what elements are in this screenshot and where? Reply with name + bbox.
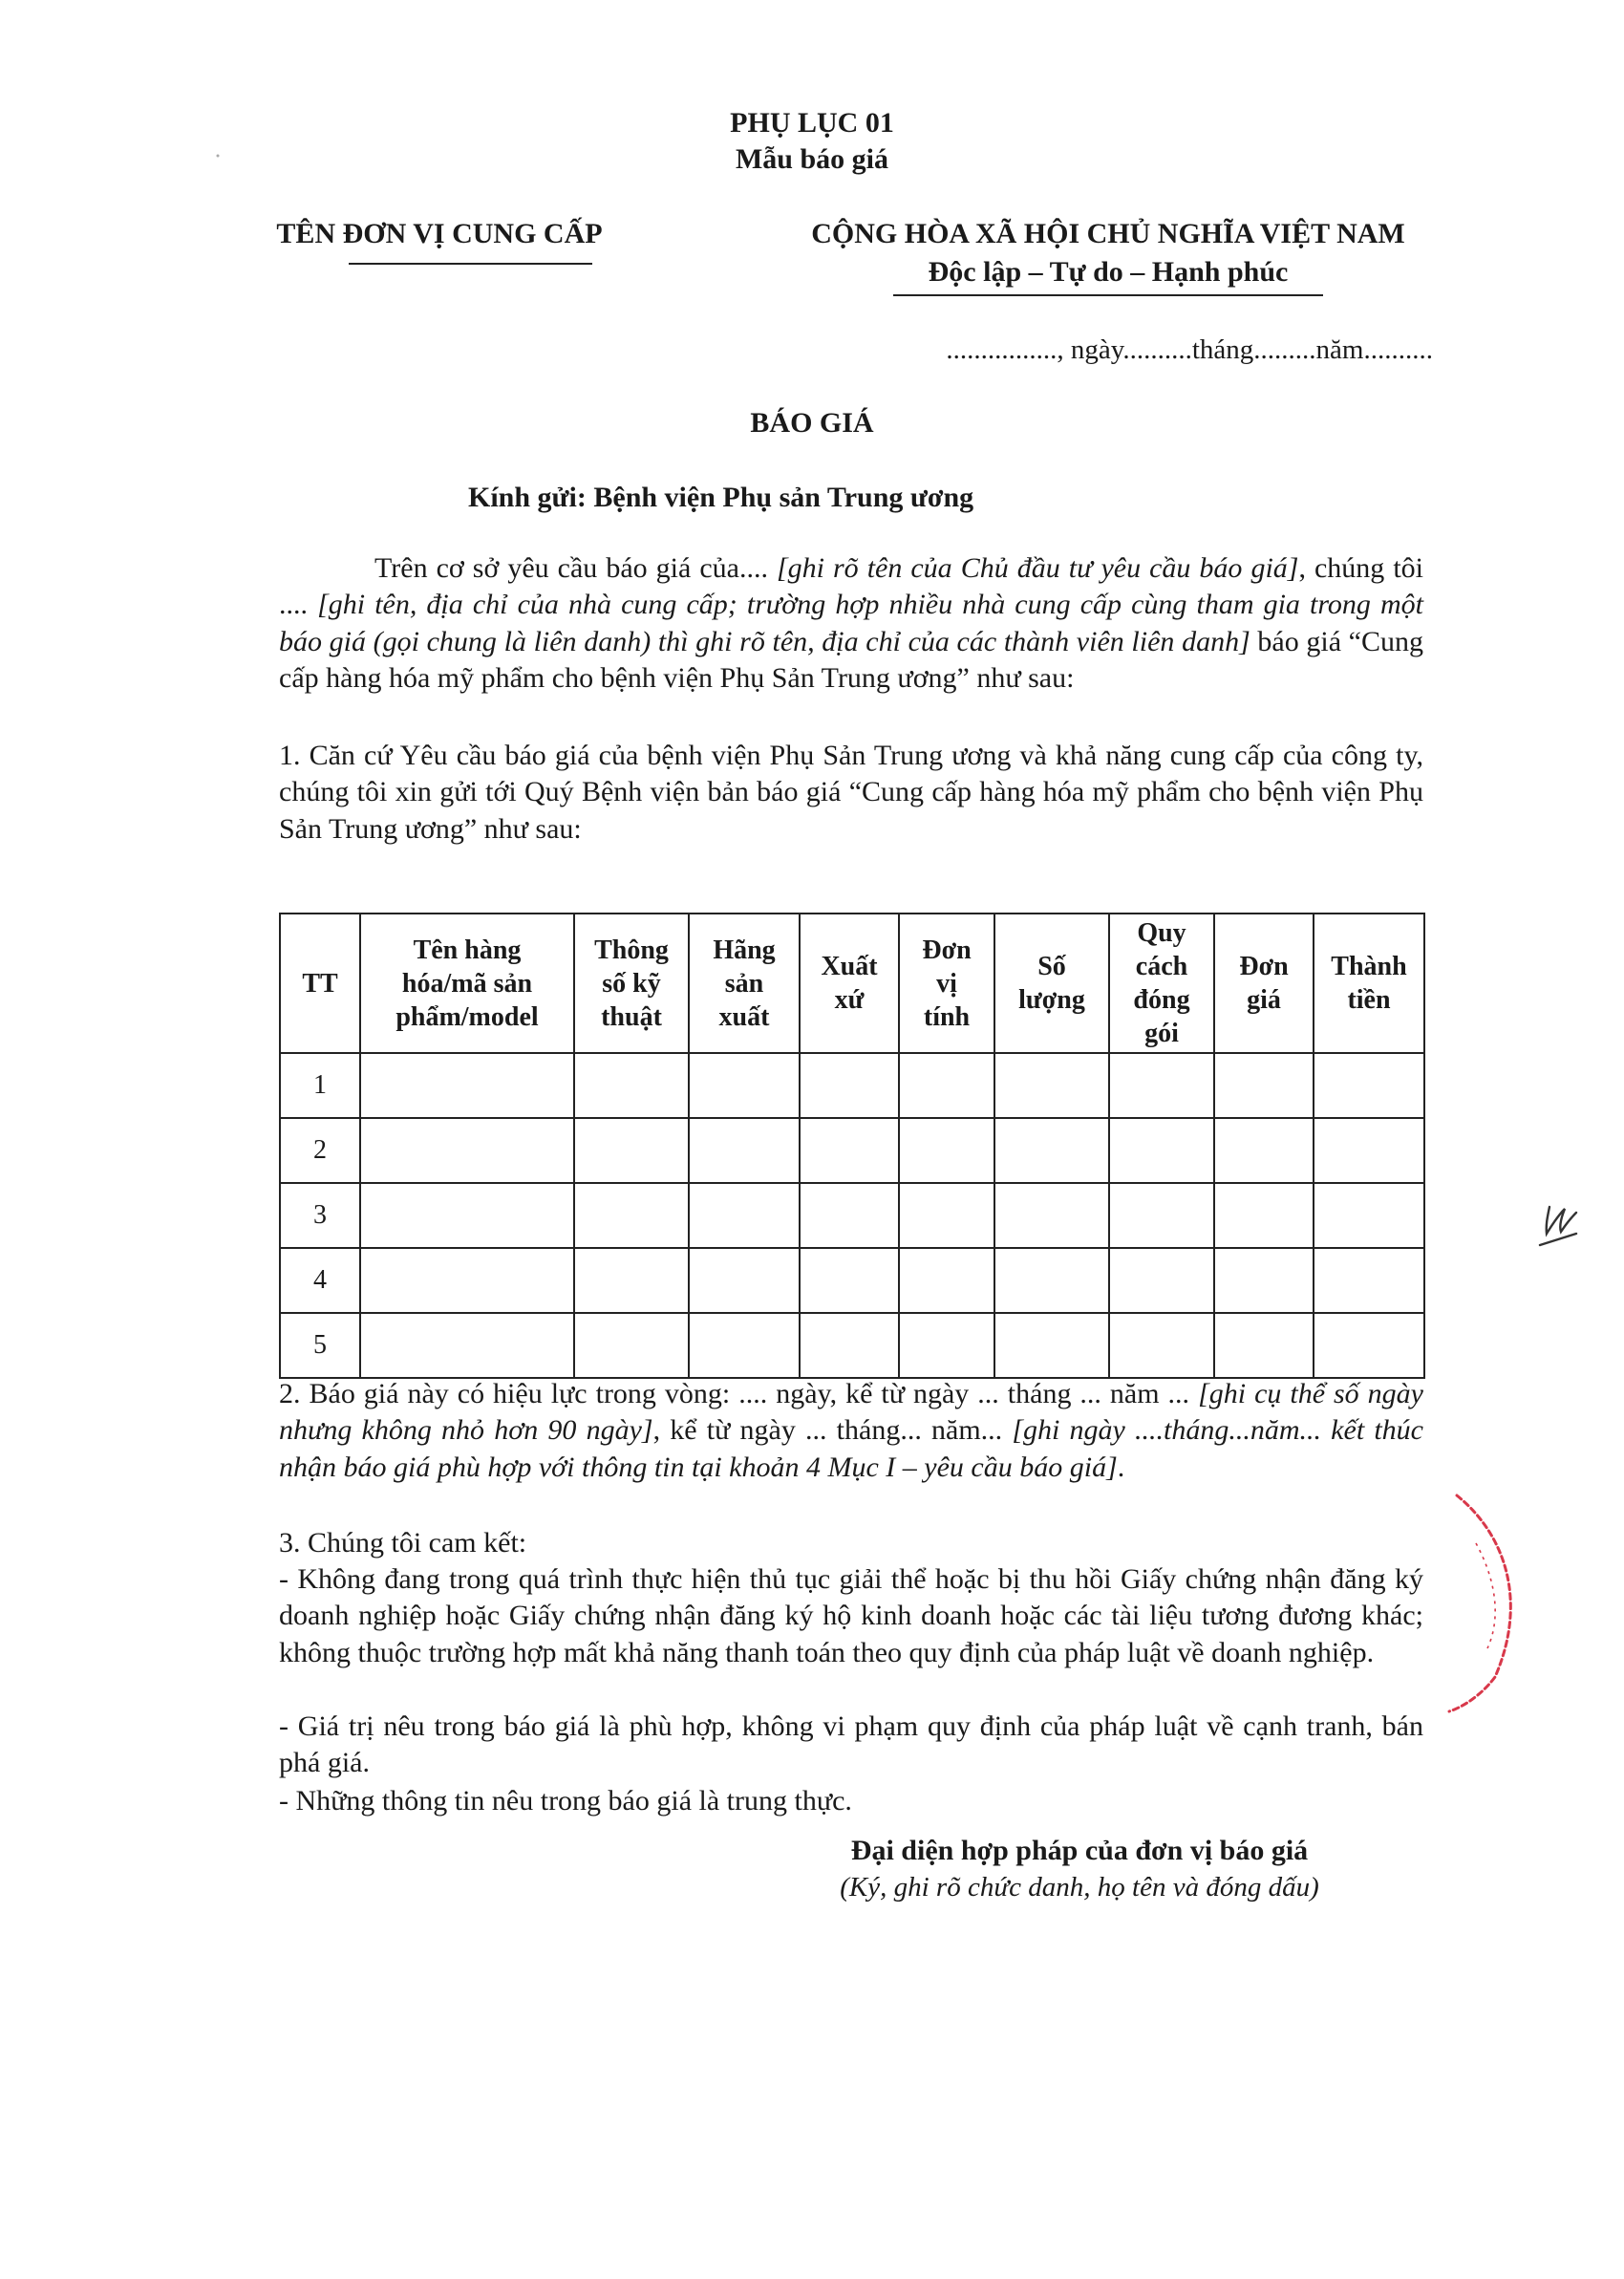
clause2-instruction-2: [ghi ngày ....tháng...năm... kết thúc nhận báo giá phù hợp với thông tin tại khoản 4 Mục I – yêu cầu báo giá] bbox=[279, 1414, 1423, 1483]
table-header-row bbox=[280, 914, 1424, 1053]
supplier-underline bbox=[349, 263, 592, 265]
row-number: 2 bbox=[280, 1118, 360, 1183]
clause-1: 1. Căn cứ Yêu cầu báo giá của bệnh viện Phụ Sản Trung ương và khả năng cung cấp của công ty, chúng tôi xin gửi tới Quý Bệnh viện bản báo giá “Cung cấp hàng hóa mỹ phẩm cho bệnh viện Phụ Sản Trung ương” như sau: bbox=[279, 740, 1423, 845]
motto-underline bbox=[893, 294, 1323, 296]
row-number: 4 bbox=[280, 1248, 360, 1313]
clause2-text-3: . bbox=[1117, 1451, 1125, 1483]
document-title: BÁO GIÁ bbox=[750, 407, 874, 439]
commitment-1: - Không đang trong quá trình thực hiện thủ tục giải thể hoặc bị thu hồi Giấy chứng nhận đăng ký doanh nghiệp hoặc Giấy chứng nhận đăng ký hộ kinh doanh hoặc các tài liệu tương đương khác; không thuộc trường hợp mất khả năng thanh toán theo quy định của pháp luật về doanh nghiệp. bbox=[279, 1563, 1423, 1668]
scan-speck-icon bbox=[215, 153, 221, 159]
table-row bbox=[280, 1118, 1424, 1183]
header-tt: TT bbox=[280, 914, 360, 1053]
commitment-2: - Giá trị nêu trong báo giá là phù hợp, không vi phạm quy định của pháp luật về cạnh tranh, bán phá giá. bbox=[279, 1710, 1423, 1779]
intro-text-3: báo giá “Cung cấp hàng hóa mỹ phẩm cho bệnh viện Phụ Sản Trung ương” như sau: bbox=[279, 625, 1423, 695]
header-unit-price: Đơn giá bbox=[1214, 914, 1314, 1053]
header-manufacturer: Hãng sản xuất bbox=[689, 914, 800, 1053]
recipient-line: Kính gửi: Bệnh viện Phụ sản Trung ương bbox=[468, 482, 974, 513]
header-packaging: Quy cách đóng gói bbox=[1109, 914, 1214, 1053]
representative-title: Đại diện hợp pháp của đơn vị báo giá bbox=[850, 1835, 1309, 1866]
header-product-name: Tên hàng hóa/mã sản phẩm/model bbox=[360, 914, 574, 1053]
clause2-text-2: , kể từ ngày ... tháng... năm... bbox=[652, 1414, 1013, 1447]
quote-table bbox=[279, 913, 1425, 1379]
intro-paragraph bbox=[279, 550, 1423, 698]
header-unit: Đơn vị tính bbox=[899, 914, 994, 1053]
nation-name: CỘNG HÒA XÃ HỘI CHỦ NGHĨA VIỆT NAM bbox=[811, 218, 1405, 249]
table-row bbox=[280, 1183, 1424, 1248]
appendix-subtitle: Mẫu báo giá bbox=[735, 143, 889, 175]
clause2-instruction-1: [ghi cụ thể số ngày nhưng không nhỏ hơn 90 ngày] bbox=[279, 1378, 1423, 1447]
table-row bbox=[280, 1313, 1424, 1378]
intro-text-1: Trên cơ sở yêu cầu báo giá của.... bbox=[374, 552, 777, 584]
stamp-edge-icon bbox=[1438, 1486, 1543, 1715]
row-number: 3 bbox=[280, 1183, 360, 1248]
intro-instruction-1: [ghi rõ tên của Chủ đầu tư yêu cầu báo giá] bbox=[776, 552, 1299, 584]
clause-3: 3. Chúng tôi cam kết: bbox=[279, 1527, 527, 1559]
intro-instruction-2: [ghi tên, địa chỉ của nhà cung cấp; trường hợp nhiều nhà cung cấp cùng tham gia trong một báo giá (gọi chung là liên danh) thì ghi rõ tên, địa chỉ của các thành viên liên danh] bbox=[279, 589, 1423, 657]
intro-text-2: , chúng tôi .... bbox=[279, 552, 1423, 621]
representative-note: (Ký, ghi rõ chức danh, họ tên và đóng dấu) bbox=[840, 1872, 1319, 1903]
table-row bbox=[280, 1248, 1424, 1313]
row-number: 1 bbox=[280, 1053, 360, 1118]
date-line: ................, ngày..........tháng.........năm.......... bbox=[946, 334, 1433, 365]
national-motto: Độc lập – Tự do – Hạnh phúc bbox=[928, 256, 1289, 288]
table-row bbox=[280, 1053, 1424, 1118]
header-specification: Thông số kỹ thuật bbox=[574, 914, 689, 1053]
header-total: Thành tiền bbox=[1314, 914, 1424, 1053]
header-origin: Xuất xứ bbox=[800, 914, 899, 1053]
clause2-text-1: 2. Báo giá này có hiệu lực trong vòng: .... ngày, kể từ ngày ... tháng ... năm ... bbox=[279, 1378, 1199, 1409]
header-quantity: Số lượng bbox=[994, 914, 1109, 1053]
supplier-name: TÊN ĐƠN VỊ CUNG CẤP bbox=[276, 218, 603, 249]
commitment-3: - Những thông tin nêu trong báo giá là trung thực. bbox=[279, 1785, 852, 1817]
handwritten-initials-icon bbox=[1538, 1199, 1586, 1257]
clause-2 bbox=[279, 1376, 1423, 1486]
row-number: 5 bbox=[280, 1313, 360, 1378]
appendix-title: PHỤ LỤC 01 bbox=[730, 107, 894, 139]
